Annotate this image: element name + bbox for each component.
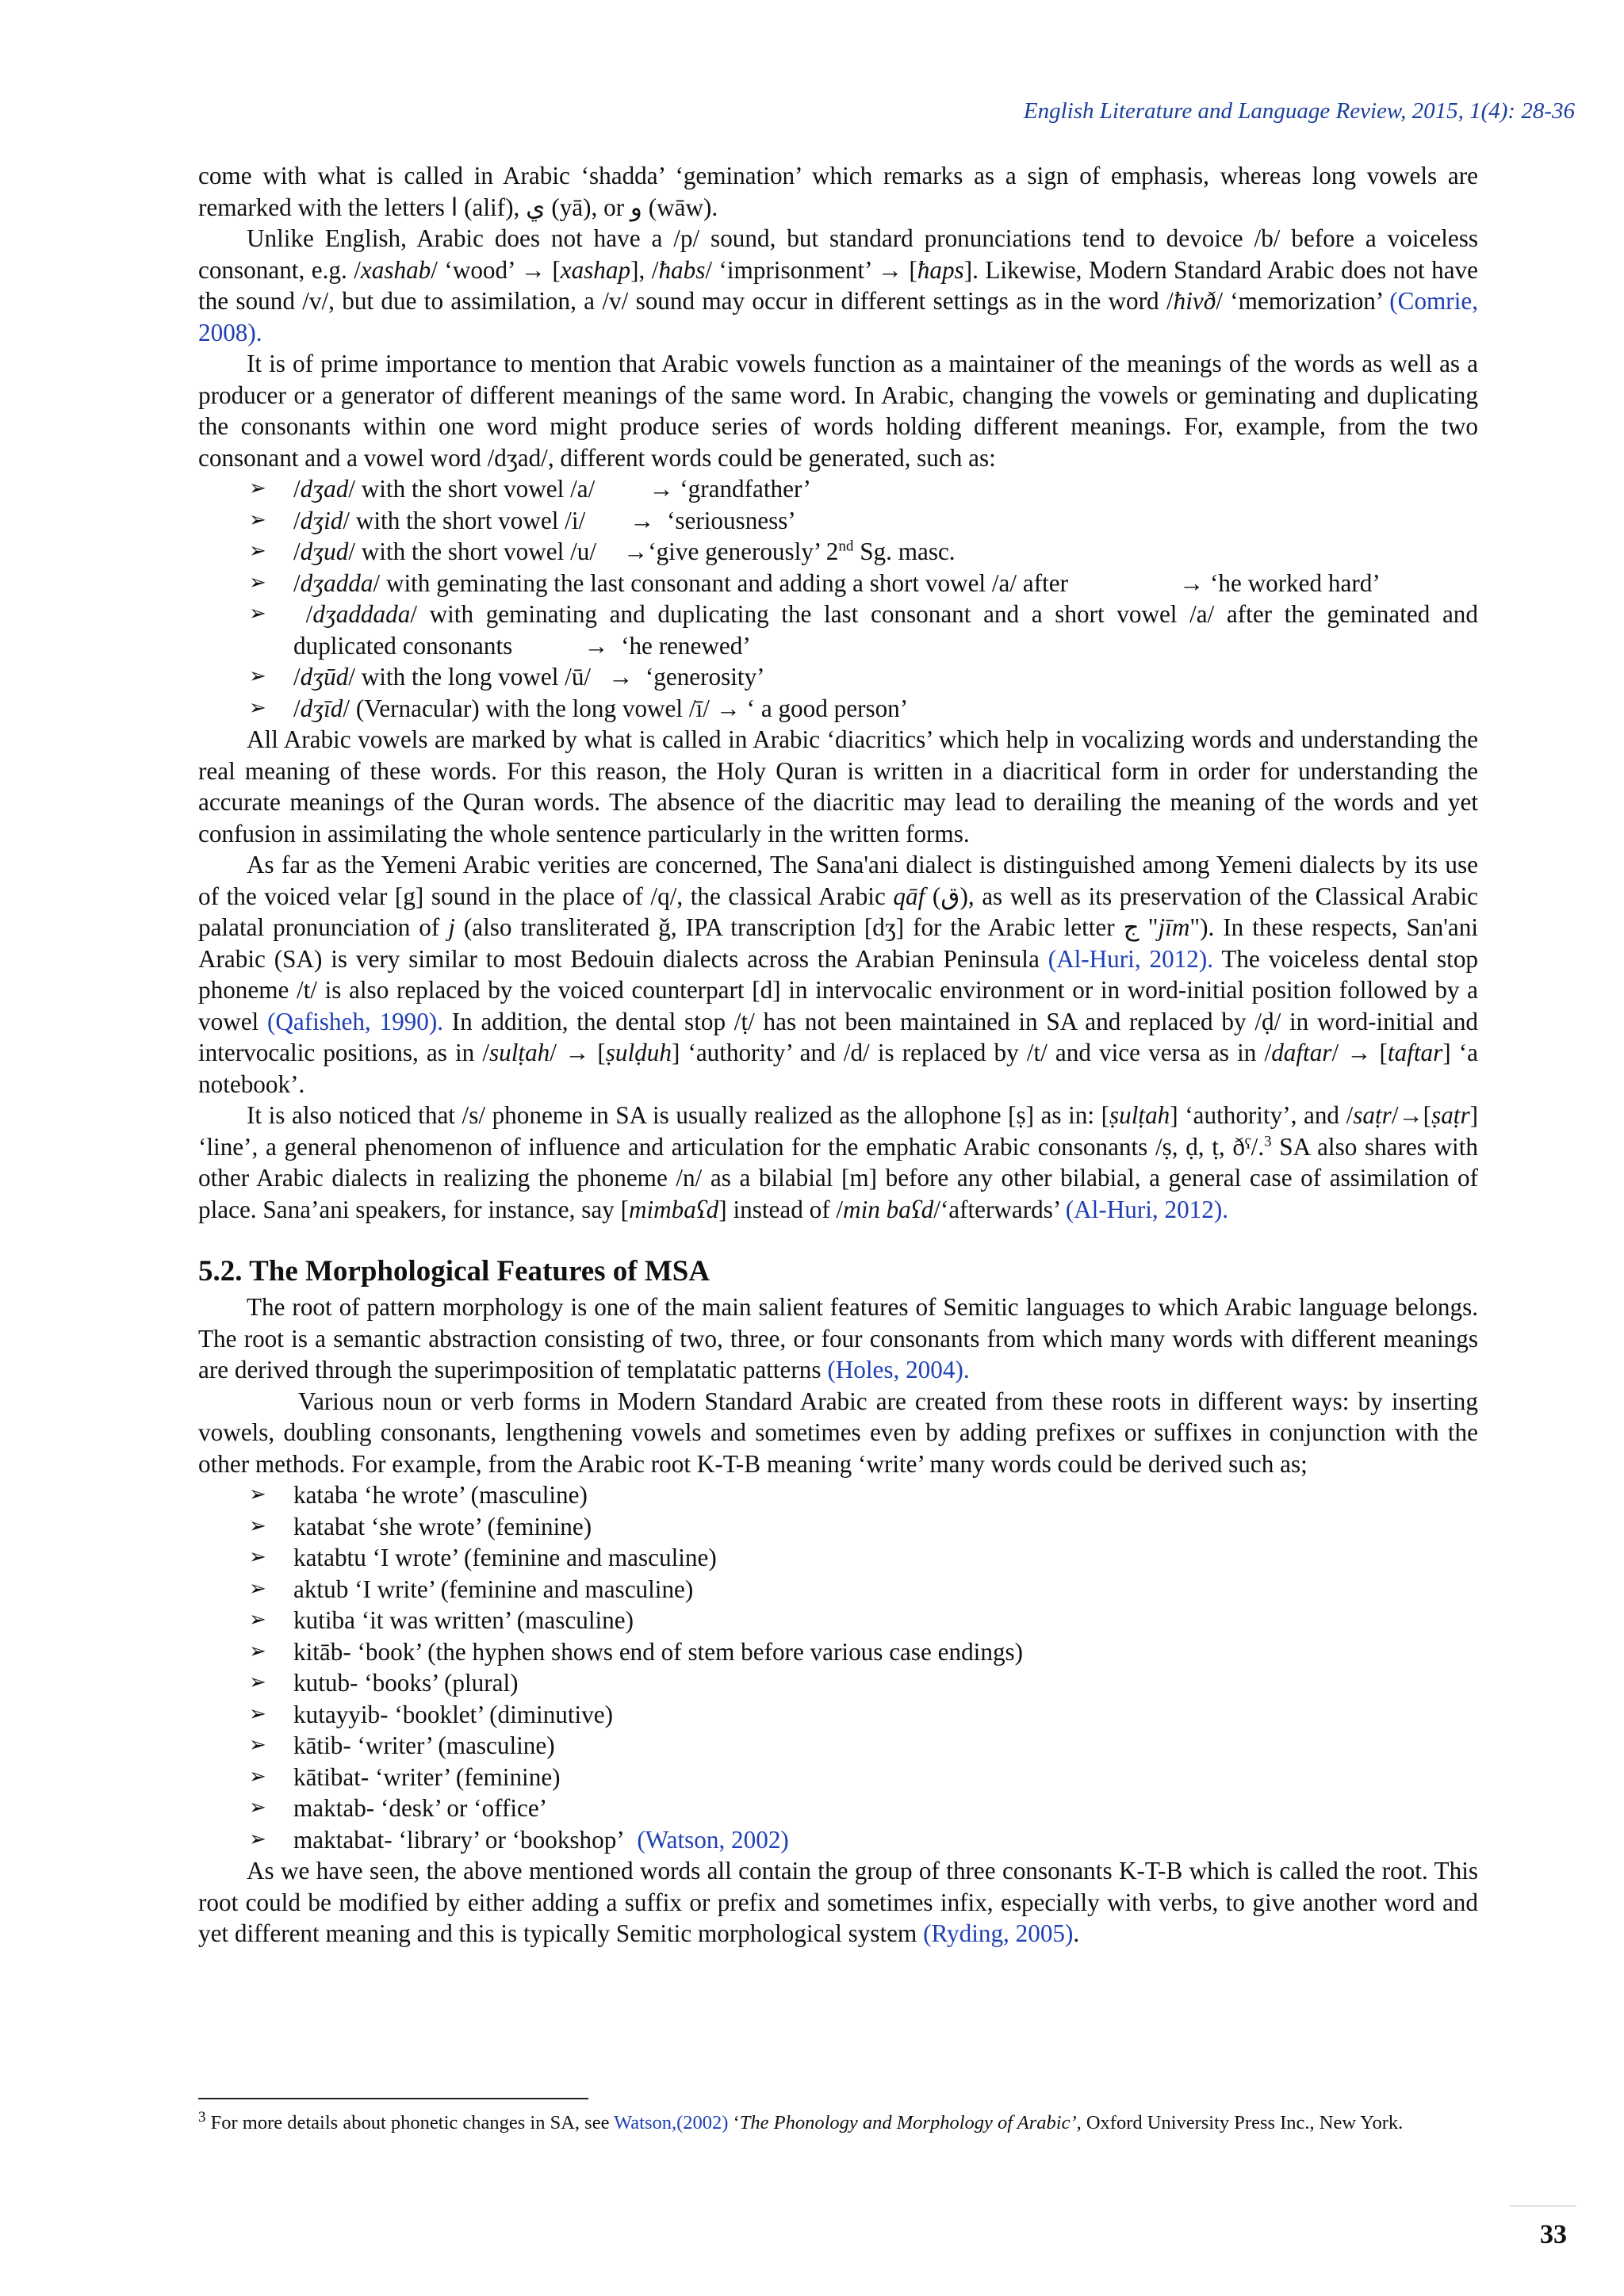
paragraph: As we have seen, the above mentioned words all contain the group of three consonants K-T-B which is called the root. This root could be modified by either adding a suffix or prefix and sometimes infix, especially with verbs, to give another word and yet different meaning and this is typically Semitic morphological system (Ryding, 2005). — [198, 1857, 1478, 1947]
citation-link[interactable]: (Watson, 2002) — [637, 1825, 789, 1854]
arrow-icon: → — [715, 694, 741, 722]
list-item: ➢ kataba ‘he wrote’ (masculine) — [198, 1479, 1478, 1511]
citation-link[interactable]: Watson,(2002) — [614, 2112, 729, 2133]
list-item: ➢ aktub ‘I write’ (feminine and masculine) — [198, 1574, 1478, 1605]
footnote-ref[interactable]: 3 — [1264, 1133, 1272, 1150]
list-item: ➢ /dʒud/ with the short vowel /u/ →‘give generously’ 2nd Sg. masc. — [198, 536, 1478, 568]
main-text — [198, 160, 1478, 1950]
list-item: ➢ kutayyib- ‘booklet’ (diminutive) — [198, 1699, 1478, 1731]
footnote-divider — [198, 2098, 588, 2099]
citation-link[interactable]: (Al-Huri, 2012). — [1048, 944, 1214, 973]
paragraph: Various noun or verb forms in Modern Standard Arabic are created from these roots in different ways: by inserting vowels, doubling consonants, lengthening vowels and sometimes even by adding prefixes or suffixes in conjunction with the other methods. For example, from the Arabic root K-T-B meaning ‘write’ many words could be derived such as; — [198, 1387, 1478, 1478]
list-item: ➢ kutiba ‘it was written’ (masculine) — [198, 1605, 1478, 1636]
paragraph: All Arabic vowels are marked by what is called in Arabic ‘diacritics’ which help in vocalizing words and understanding the real meaning of these words. For this reason, the Holy Quran is written in a diacritical form in order for understanding the accurate meanings of the Quran words. The absence of the diacritic may lead to derailing the meaning of the words and yet confusion in assimilating the whole sentence particularly in the written forms. — [198, 725, 1478, 848]
citation-link[interactable]: (Ryding, 2005) — [923, 1919, 1074, 1947]
footnote-number: 3 — [198, 2108, 206, 2126]
vowel-example-list — [198, 473, 1478, 724]
list-item: ➢ /dʒīd/ (Vernacular) with the long vowel /ī/ → ‘ a good person’ — [198, 693, 1478, 725]
list-item: ➢ /dʒaddada/ with geminating and duplicating the last consonant and a short vowel /a/ after the geminated and duplicated consonants → ‘he renewed’ — [198, 599, 1478, 661]
list-item: ➢ kitāb- ‘book’ (the hyphen shows end of stem before various case endings) — [198, 1636, 1478, 1668]
footnote: $^3$ For more details about phonetic changes in SA, see Watson,(2002) ‘The Phonology and Morphology of Arabic’, Oxford University Press Inc., New York. — [198, 2108, 1404, 2133]
citation-link[interactable]: (Al-Huri, 2012). — [1065, 1195, 1229, 1223]
section-heading: 5.2. The Morphological Features of MSA — [198, 1255, 710, 1288]
list-item: ➢ kātib- ‘writer’ (masculine) — [198, 1730, 1478, 1762]
list-item: ➢ /dʒūd/ with the long vowel /ū/ → ‘generosity’ — [198, 661, 1478, 693]
arrow-icon: → — [608, 663, 634, 691]
paragraph: It is also noticed that /s/ phoneme in SA is usually realized as the allophone [ṣ] as in: [ṣulṭah] ‘authority’, and /saṭr/→[ṣaṭr] ‘line’, a general phenomenon of influence and articulation for the emphatic Arabic consonants /ṣ, ḍ, ṭ, ðˤ/.$^3$ SA also shares with other Arabic dialects in realizing the phoneme /n/ as a bilabial [m] before any other bilabial, a general case of assimilation of place. Sana’ani speakers, for instance, say [mimbaʕd] instead of /min baʕd/‘afterwards’ (Al-Huri, 2012). — [198, 1101, 1478, 1223]
list-item: ➢ kātibat- ‘writer’ (feminine) — [198, 1762, 1478, 1793]
list-item: ➢ katabat ‘she wrote’ (feminine) — [198, 1511, 1478, 1543]
arrow-icon: → — [649, 475, 674, 503]
journal-title: English Literature and Language Review — [1023, 98, 1401, 124]
list-item: ➢ /dʒid/ with the short vowel /i/ → ‘seriousness’ — [198, 505, 1478, 537]
citation-link[interactable]: (Comrie, 2008). — [198, 287, 1478, 346]
running-header — [1024, 98, 1575, 124]
arrow-icon: → — [630, 506, 655, 534]
root-example-list — [198, 1479, 1478, 1855]
paragraph: The root of pattern morphology is one of the main salient features of Semitic languages to which Arabic language belongs. The root is a semantic abstraction consisting of two, three, or four consonants from which many words with different meanings are derived through the superimposition of templatatic patterns (Holes, 2004). — [198, 1293, 1478, 1383]
paragraph: As far as the Yemeni Arabic verities are concerned, The Sana'ani dialect is distinguished among Yemeni dialects by its use of the voiced velar [g] sound in the place of /q/, the classical Arabic qāf (ق), as well as its preservation of the Classical Arabic palatal pronunciation of j (also transliterated ǧ, IPA transcription [dʒ] for the Arabic letter ج "jīm"). In these respects, San'ani Arabic (SA) is very similar to most Bedouin dialects across the Arabian Peninsula (Al-Huri, 2012). The voiceless dental stop phoneme /t/ is also replaced by the voiced counterpart [d] in intervocalic environment or in word-initial position followed by a vowel (Qafisheh, 1990). In addition, the dental stop /ṭ/ has not been maintained in SA and replaced by /ḍ/ in word-initial and intervocalic positions, as in /sulṭah/ → [ṣulḍuh] ‘authority’ and /d/ is replaced by /t/ and vice versa as in /daftar/ → [taftar] ‘a notebook’. — [198, 851, 1479, 1098]
arrow-icon: → — [623, 538, 649, 565]
citation-link[interactable]: (Qafisheh, 1990). — [266, 1007, 444, 1035]
page-number: 33 — [1540, 2220, 1567, 2249]
list-item: ➢ /dʒad/ with the short vowel /a/ → ‘grandfather’ — [198, 473, 1478, 505]
arrow-icon: → — [1178, 568, 1205, 597]
paragraph: Unlike English, Arabic does not have a /p/ sound, but standard pronunciations tend to devoice /b/ before a voiceless consonant, e.g. /xashab/ ‘wood’ → [xashap], /ħabs/ ‘imprisonment’ → [ħaps]. Likewise, Modern Standard Arabic does not have the sound /v/, but due to assimilation, a /v/ sound may occur in different settings as in the word /ħivð/ ‘memorization’ (Comrie, 2008). — [198, 224, 1478, 346]
citation-link[interactable]: (Holes, 2004). — [827, 1356, 970, 1383]
paragraph: come with what is called in Arabic ‘shadda’ ‘gemination’ which remarks as a sign of emphasis, whereas long vowels are remarked with the letters ا (alif), ي (yā), or و (wāw). — [198, 162, 1478, 221]
list-item: ➢ katabtu ‘I wrote’ (feminine and masculine) — [198, 1542, 1478, 1574]
list-item: ➢ maktabat- ‘library’ or ‘bookshop’ (Watson, 2002) — [198, 1824, 1478, 1856]
journal-citation: , 2015, 1(4): 28-36 — [1400, 98, 1575, 124]
list-item: ➢ kutub- ‘books’ (plural) — [198, 1667, 1478, 1699]
list-item: ➢ /dʒadda/ with geminating the last consonant and adding a short vowel /a/ after → ‘he worked hard’ — [198, 568, 1478, 599]
arrow-icon: → — [584, 631, 609, 660]
paragraph: It is of prime importance to mention that Arabic vowels function as a maintainer of the meanings of the words as well as a producer or a generator of different meanings of the same word. In Arabic, changing the vowels or geminating and duplicating the consonants within one word might produce series of words holding different meanings. For, example, from the two consonant and a vowel word /dʒad/, different words could be generated, such as: — [198, 350, 1478, 472]
list-item: ➢ maktab- ‘desk’ or ‘office’ — [198, 1793, 1478, 1824]
